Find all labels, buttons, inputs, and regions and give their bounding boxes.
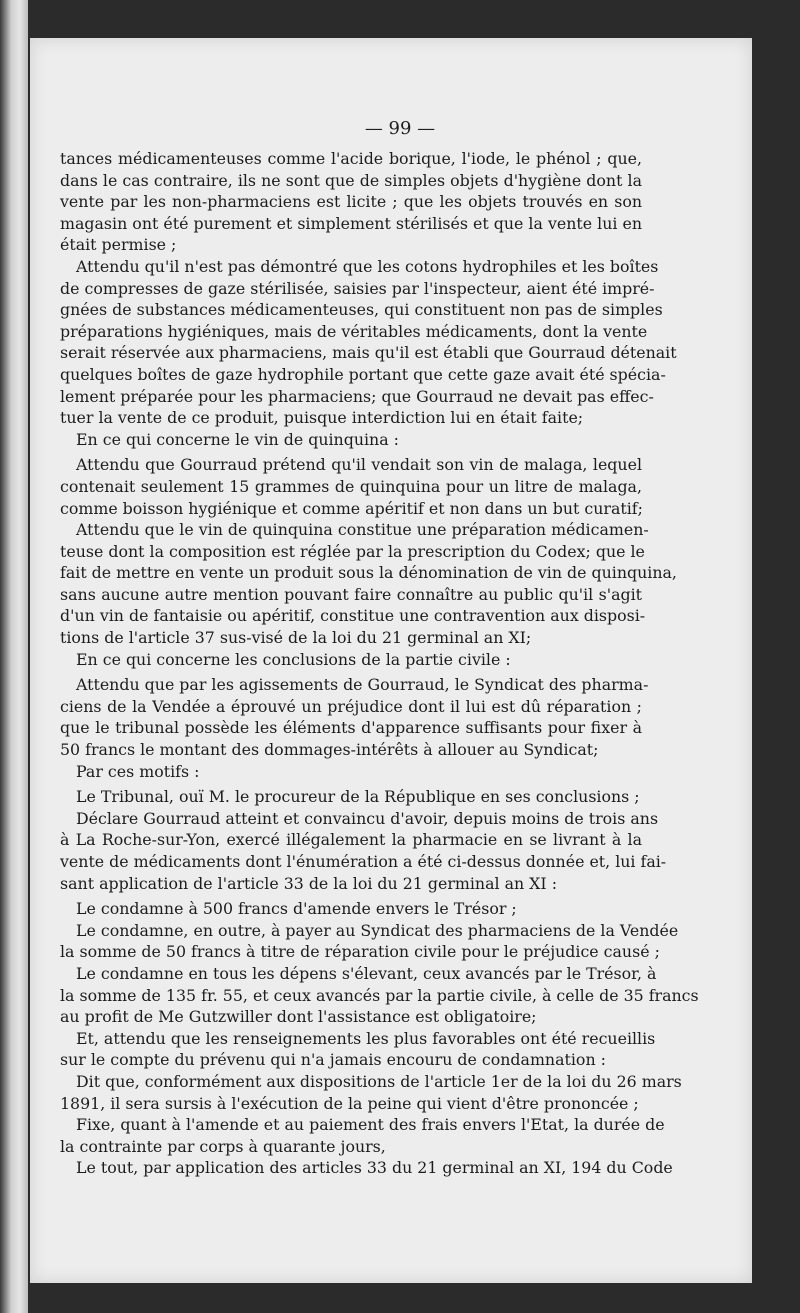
text-line: au profit de Me Gutzwiller dont l'assistance est obligatoire; [60, 1007, 537, 1027]
text-line: dans le cas contraire, ils ne sont que de simples objets d'hygiène dont la [60, 170, 642, 190]
text-line: teuse dont la composition est réglée par la prescription du Codex; que le [60, 541, 645, 561]
text-line: En ce qui concerne le vin de quinquina : [76, 429, 399, 449]
text-line: Le Tribunal, ouï M. le procureur de la République en ses conclusions ; [76, 787, 640, 807]
text-line: serait réservée aux pharmaciens, mais qu'il est établi que Gourraud détenait [60, 343, 677, 363]
text-line: comme boisson hygiénique et comme apéritif et non dans un but curatif; [60, 498, 643, 518]
text-line: Le condamne à 500 francs d'amende envers le Trésor ; [76, 899, 517, 919]
text-line: magasin ont été purement et simplement stérilisés et que la vente lui en [60, 213, 642, 233]
text-line: lement préparée pour les pharmaciens; que Gourraud ne devait pas effec- [60, 386, 654, 406]
text-line: gnées de substances médicamenteuses, qui constituent non pas de simples [60, 300, 663, 320]
text-line: préparations hygiéniques, mais de véritables médicaments, dont la vente [60, 321, 648, 341]
text-line: Le condamne en tous les dépens s'élevant, ceux avancés par le Trésor, à [76, 963, 657, 983]
page-number: — 99 — [364, 118, 436, 139]
text-line: 1891, il sera sursis à l'exécution de la peine qui vient d'être prononcée ; [60, 1093, 639, 1113]
text-line: de compresses de gaze stérilisée, saisies par l'inspecteur, aient été impré- [60, 278, 655, 298]
text-line: la somme de 50 francs à titre de réparation civile pour le préjudice causé ; [60, 942, 660, 962]
text-line: Fixe, quant à l'amende et au paiement des frais envers l'Etat, la durée de [76, 1115, 665, 1135]
text-line: que le tribunal possède les éléments d'apparence suffisants pour fixer à [60, 718, 642, 738]
text-line: contenait seulement 15 grammes de quinquina pour un litre de malaga, [60, 476, 642, 496]
text-line: fait de mettre en vente un produit sous la dénomination de vin de quinquina, [60, 563, 677, 583]
text-line: vente par les non-pharmaciens est licite ; que les objets trouvés en son [60, 192, 642, 212]
text-line: Et, attendu que les renseignements les plus favorables ont été recueillis [76, 1028, 656, 1048]
adjacent-page-edge [0, 0, 28, 1313]
text-line: à La Roche-sur-Yon, exercé illégalement la pharmacie en se livrant à la [60, 830, 642, 850]
text-line: Attendu que le vin de quinquina constitue une préparation médicamen- [76, 520, 649, 540]
text-line: sant application de l'article 33 de la loi du 21 germinal an XI : [60, 873, 558, 893]
text-line: Par ces motifs : [76, 761, 200, 781]
text-line: Attendu que par les agissements de Gourraud, le Syndicat des pharma- [76, 675, 649, 695]
text-line: était permise ; [60, 235, 177, 255]
text-line: tions de l'article 37 sus-visé de la loi du 21 germinal an XI; [60, 628, 532, 648]
text-line: Déclare Gourraud atteint et convaincu d'avoir, depuis moins de trois ans [76, 808, 659, 828]
text-line: d'un vin de fantaisie ou apéritif, constitue une contravention aux disposi- [60, 606, 646, 626]
text-line: Dit que, conformément aux dispositions de l'article 1er de la loi du 26 mars [76, 1071, 682, 1091]
text-line: Attendu qu'il n'est pas démontré que les cotons hydrophiles et les boîtes [76, 256, 659, 276]
text-line: 50 francs le montant des dommages-intérêts à allouer au Syndicat; [60, 740, 599, 760]
text-line: la contrainte par corps à quarante jours, [60, 1136, 386, 1156]
text-line: Attendu que Gourraud prétend qu'il vendait son vin de malaga, lequel [76, 455, 642, 475]
text-line: tuer la vente de ce produit, puisque interdiction lui en était faite; [60, 408, 584, 428]
text-line: la somme de 135 fr. 55, et ceux avancés par la partie civile, à celle de 35 francs [60, 985, 699, 1005]
text-line: Le condamne, en outre, à payer au Syndicat des pharmaciens de la Vendée [76, 920, 679, 940]
page-body-text [60, 148, 699, 1179]
text-line: vente de médicaments dont l'énumération a été ci-dessus donnée et, lui fai- [60, 852, 667, 871]
text-line: sans aucune autre mention pouvant faire connaître au public qu'il s'agit [60, 584, 642, 604]
text-line: En ce qui concerne les conclusions de la partie civile : [76, 649, 511, 669]
text-line: sur le compte du prévenu qui n'a jamais encouru de condamnation : [60, 1050, 606, 1070]
text-line: Le tout, par application des articles 33 du 21 germinal an XI, 194 du Code [76, 1158, 673, 1178]
text-line: quelques boîtes de gaze hydrophile portant que cette gaze avait été spécia- [60, 364, 666, 384]
text-line: tances médicamenteuses comme l'acide borique, l'iode, le phénol ; que, [60, 149, 642, 168]
text-line: ciens de la Vendée a éprouvé un préjudice dont il lui est dû réparation ; [60, 696, 642, 716]
